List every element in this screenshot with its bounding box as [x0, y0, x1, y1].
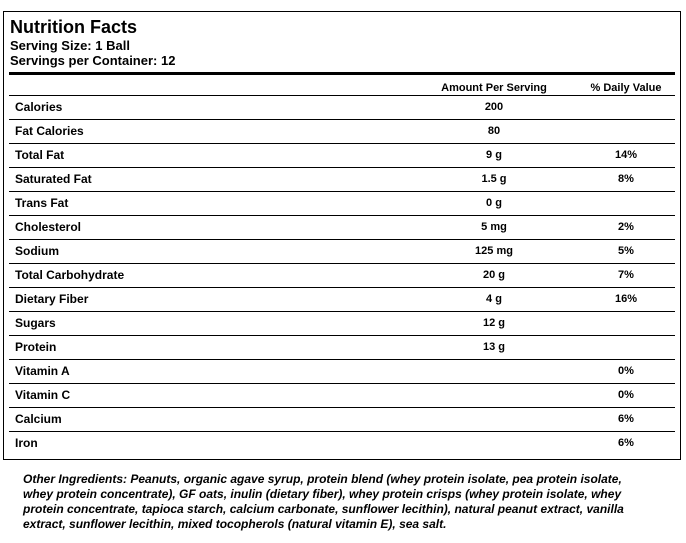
nutrient-label: Dietary Fiber: [15, 292, 89, 306]
nutrient-row: [9, 167, 675, 191]
nutrient-daily-value: 6%: [618, 413, 634, 425]
nutrient-label: Total Fat: [15, 148, 65, 162]
nutrient-daily-value: 0%: [618, 365, 634, 377]
nutrient-table: [9, 95, 675, 455]
nutrient-amount: 80: [487, 125, 501, 137]
thick-divider: [9, 72, 675, 75]
nutrient-label: Calories: [15, 100, 63, 114]
nutrient-daily-value: 8%: [618, 173, 634, 185]
nutrient-label: Sodium: [15, 244, 59, 258]
nutrient-row: [9, 431, 675, 455]
nutrient-row: [9, 95, 675, 119]
nutrition-facts-panel: [3, 11, 681, 460]
nutrient-label: Vitamin A: [15, 364, 70, 378]
nutrient-amount: 200: [484, 101, 504, 113]
panel-title: Nutrition Facts: [10, 17, 138, 37]
amount-per-serving-header: Amount Per Serving: [441, 82, 547, 94]
nutrient-row: [9, 287, 675, 311]
nutrient-row: [9, 119, 675, 143]
nutrient-label: Total Carbohydrate: [15, 268, 125, 282]
nutrient-daily-value: 14%: [614, 149, 638, 161]
nutrient-amount: 9 g: [486, 149, 502, 161]
nutrient-daily-value: 7%: [618, 269, 634, 281]
nutrient-label: Fat Calories: [15, 124, 84, 138]
nutrient-amount: 5 mg: [481, 221, 507, 233]
nutrient-row: [9, 215, 675, 239]
nutrient-daily-value: 16%: [614, 293, 638, 305]
serving-size: Serving Size: 1 Ball: [10, 38, 130, 53]
nutrient-amount: 12 g: [482, 317, 505, 329]
nutrient-row: [9, 311, 675, 335]
nutrient-row: [9, 359, 675, 383]
nutrient-label: Trans Fat: [15, 196, 69, 210]
nutrient-amount: 4 g: [486, 293, 502, 305]
nutrient-row: [9, 407, 675, 431]
daily-value-header: % Daily Value: [590, 82, 662, 94]
nutrient-daily-value: 0%: [618, 389, 634, 401]
nutrient-label: Saturated Fat: [15, 172, 92, 186]
nutrient-amount: 0 g: [486, 197, 502, 209]
nutrient-row: [9, 191, 675, 215]
nutrient-row: [9, 263, 675, 287]
nutrient-label: Cholesterol: [15, 220, 82, 234]
nutrient-label: Vitamin C: [15, 388, 71, 402]
nutrient-row: [9, 239, 675, 263]
nutrient-row: [9, 335, 675, 359]
nutrient-amount: 125 mg: [475, 245, 513, 257]
servings-per-container: Servings per Container: 12: [10, 53, 176, 68]
nutrient-label: Sugars: [15, 316, 56, 330]
nutrient-amount: 1.5 g: [481, 173, 507, 185]
nutrient-daily-value: 5%: [618, 245, 634, 257]
nutrient-amount: 20 g: [482, 269, 505, 281]
nutrient-row: [9, 143, 675, 167]
nutrient-row: [9, 383, 675, 407]
other-ingredients: Other Ingredients: Peanuts, organic agave syrup, protein blend (whey protein isolate, pea protein isolate, whey protein concentrate), GF oats, inulin (dietary fiber), whey protein crisps (whey protein isolate, whey protein concentrate, tapioca starch, calcium carbonate, sunflower lecithin), natural peanut extract, vanilla extract, sunflower lecithin, mixed tocopherols (natural vitamin E), sea salt.: [23, 472, 624, 531]
nutrient-daily-value: 6%: [618, 437, 634, 449]
nutrient-daily-value: 2%: [618, 221, 634, 233]
nutrient-label: Protein: [15, 340, 57, 354]
nutrient-label: Iron: [15, 436, 38, 450]
nutrient-amount: 13 g: [482, 341, 505, 353]
nutrient-label: Calcium: [15, 412, 62, 426]
